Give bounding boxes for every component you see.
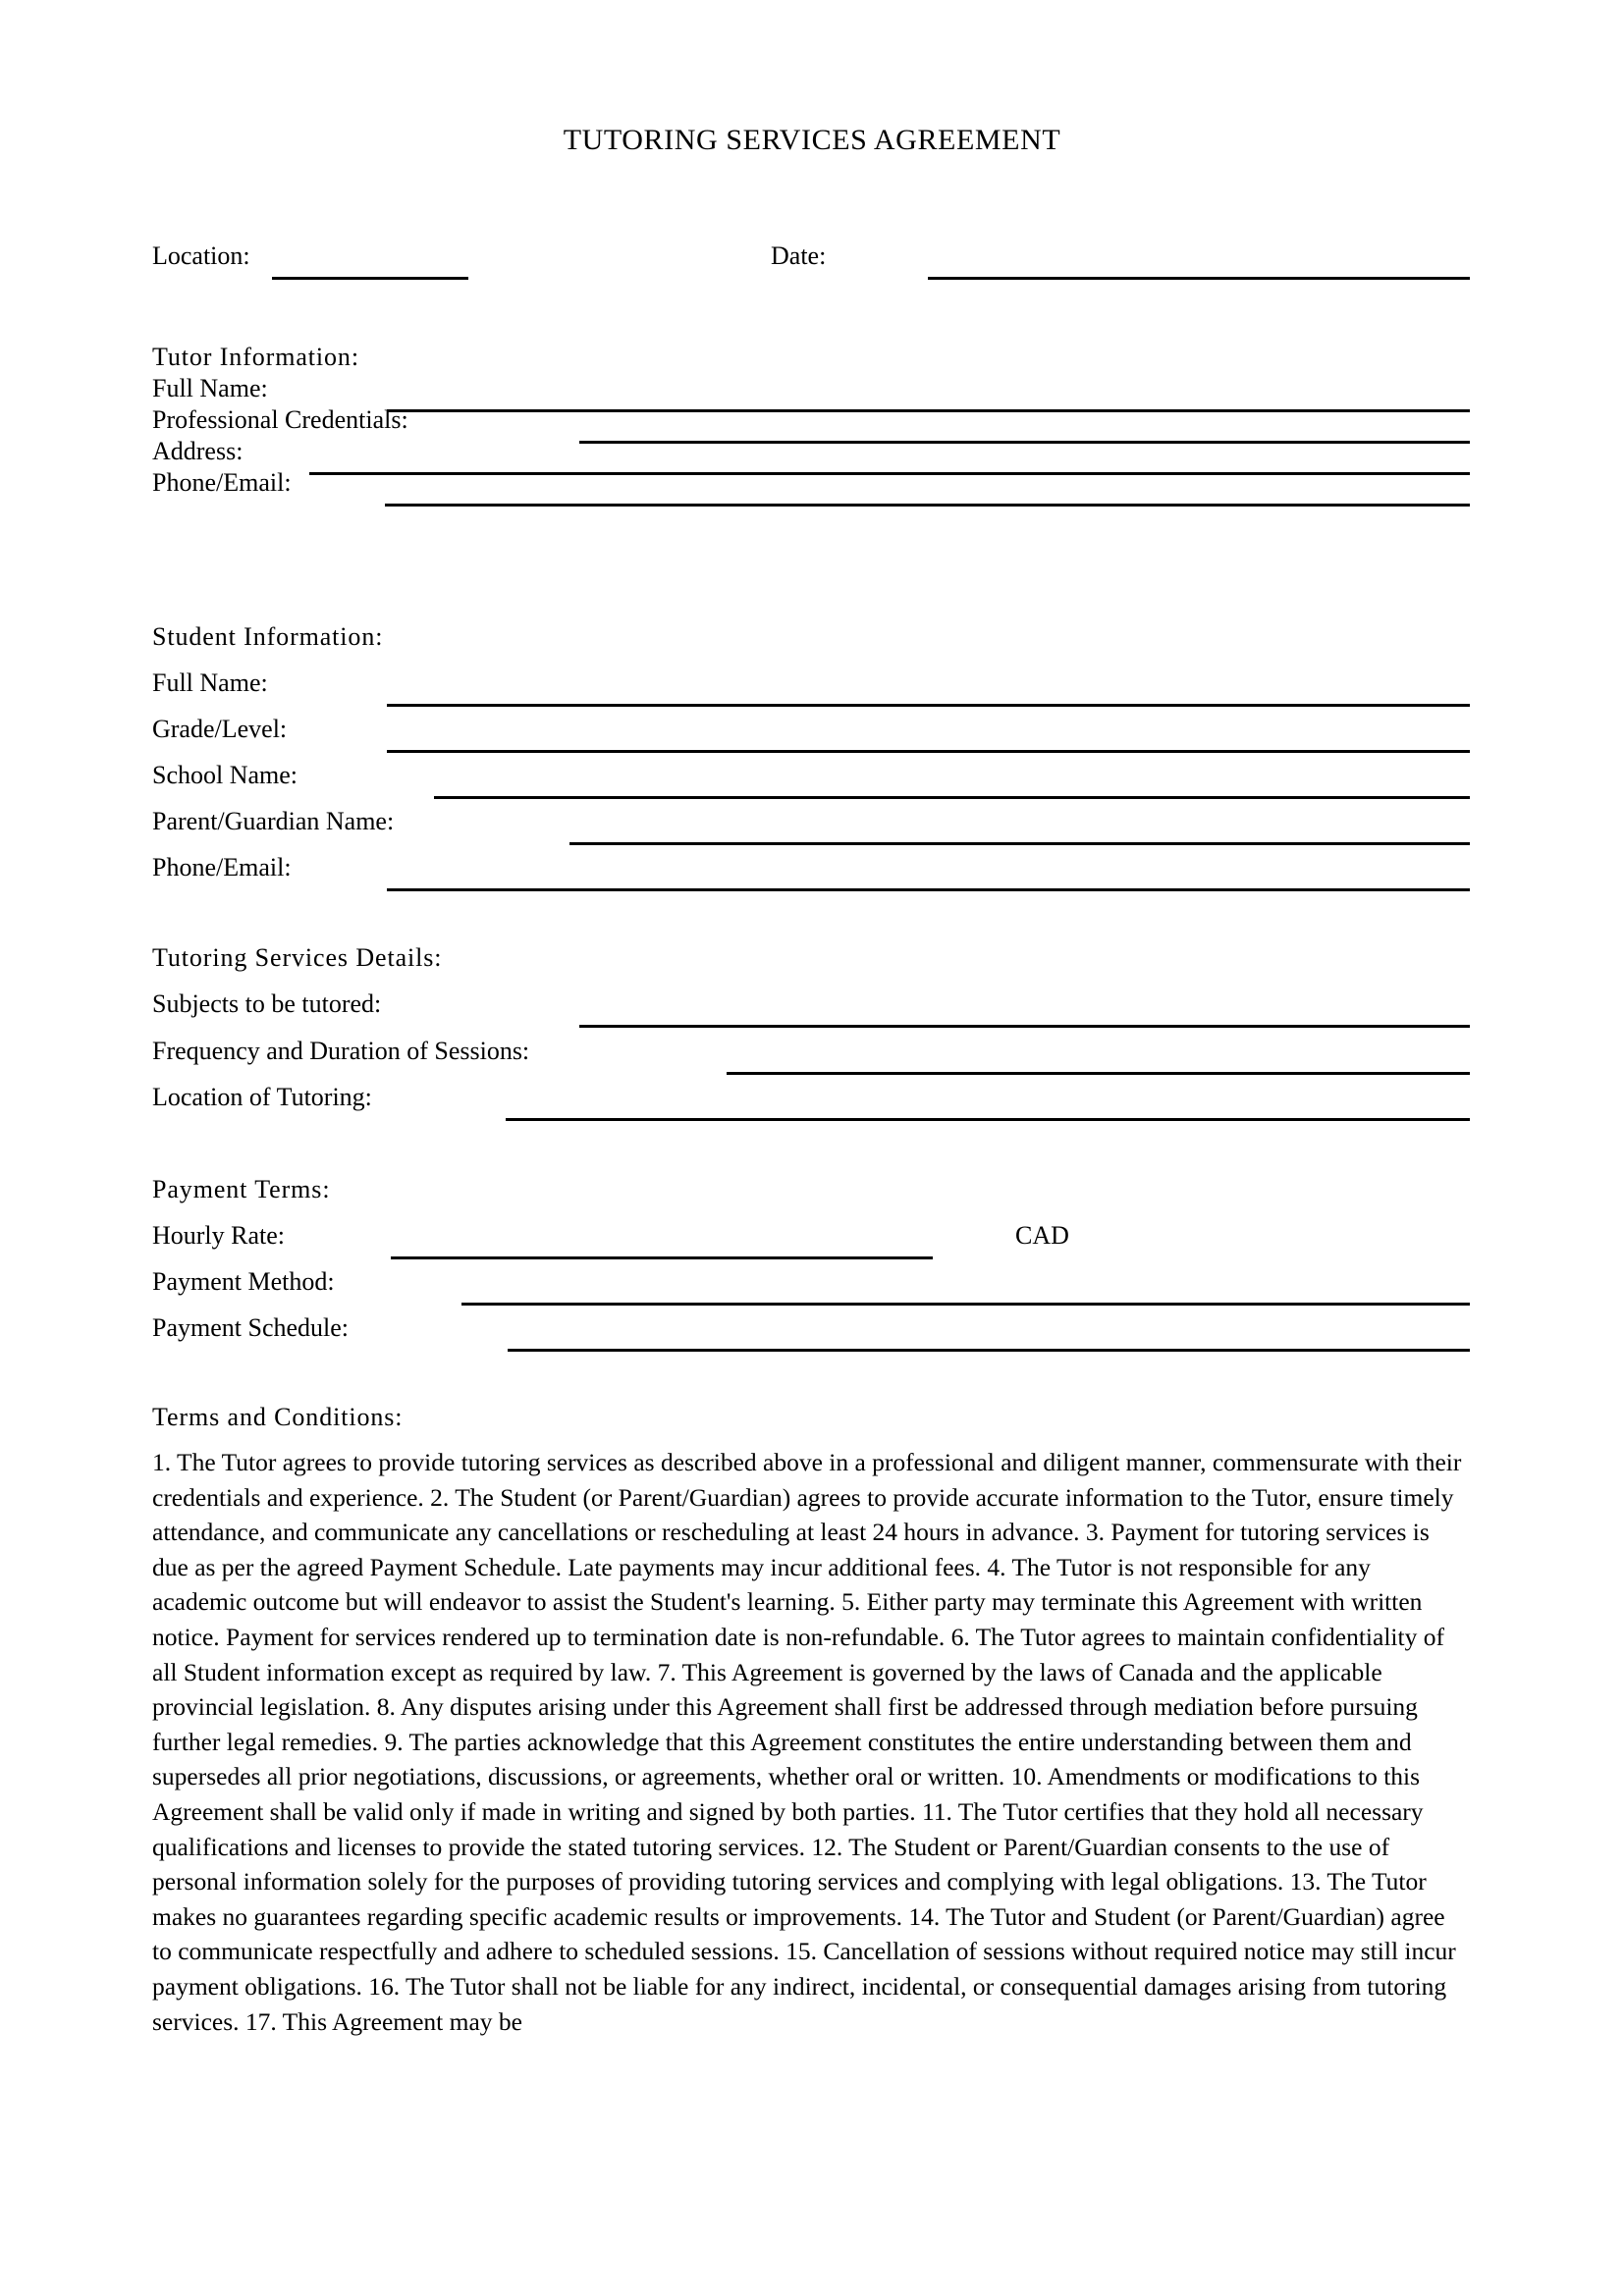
payment-method-input-line[interactable] [461,1303,1470,1306]
tutor-phone-email-label: Phone/Email: [152,468,292,497]
tutor-full-name-input-line[interactable] [387,409,1470,412]
tutor-section-heading: Tutor Information: [152,343,359,371]
student-section-heading: Student Information: [152,622,384,651]
payment-schedule-label: Payment Schedule: [152,1313,350,1342]
date-input-line[interactable] [928,277,1470,280]
student-grade-level-label: Grade/Level: [152,715,288,743]
tutor-full-name-label: Full Name: [152,374,268,402]
student-grade-level-input-line[interactable] [387,750,1470,753]
tutor-phone-email-input-line[interactable] [385,504,1470,507]
parent-guardian-name-label: Parent/Guardian Name: [152,807,395,835]
tutor-address-input-line[interactable] [309,472,1470,475]
hourly-rate-input-line[interactable] [391,1256,933,1259]
student-full-name-label: Full Name: [152,668,268,697]
payment-method-label: Payment Method: [152,1267,335,1296]
terms-and-conditions-body: 1. The Tutor agrees to provide tutoring services as described above in a professional and diligent manner, commensurate with their credentials and experience. 2. The Student (or Parent/Guardian) agrees to provide accurate information to the Tutor, ensure timely attendance, and communicate any cancellations or rescheduling at least 24 hours in advance. 3. Payment for tutoring services is due as per the agreed Payment Schedule. Late payments may incur additional fees. 4. The Tutor is not responsible for any academic outcome but will endeavor to assist the Student's learning. 5. Either party may terminate this Agreement with written notice. Payment for services rendered up to termination date is non-refundable. 6. The Tutor agrees to maintain confidentiality of all Student information except as required by law. 7. This Agreement is governed by the laws of Canada and the applicable provincial legislation. 8. Any disputes arising under this Agreement shall first be addressed through mediation before pursuing further legal remedies. 9. The parties acknowledge that this Agreement constitutes the entire understanding between them and supersedes all prior negotiations, discussions, or agreements, whether oral or written. 10. Amendments or modifications to this Agreement shall be valid only if made in writing and signed by both parties. 11. The Tutor certifies that they hold all necessary qualifications and licenses to provide the stated tutoring services. 12. The Student or Parent/Guardian consents to the use of personal information solely for the purposes of providing tutoring services and complying with legal obligations. 13. The Tutor makes no guarantees regarding specific academic results or improvements. 14. The Tutor and Student (or Parent/Guardian) agree to communicate respectfully and adhere to scheduled sessions. 15. Cancellation of sessions without required notice may still incur payment obligations. 16. The Tutor shall not be liable for any indirect, incidental, or consequential damages arising from tutoring services. 17. This Agreement may be [152,1448,1462,2036]
tutor-credentials-label: Professional Credentials: [152,405,408,434]
date-label: Date: [771,241,827,270]
hourly-rate-label: Hourly Rate: [152,1221,286,1250]
payment-section-heading: Payment Terms: [152,1175,331,1203]
student-full-name-input-line[interactable] [387,704,1470,707]
payment-schedule-input-line[interactable] [508,1349,1470,1352]
subjects-label: Subjects to be tutored: [152,989,382,1018]
student-school-name-input-line[interactable] [434,796,1470,799]
location-input-line[interactable] [272,277,468,280]
subjects-input-line[interactable] [579,1025,1470,1028]
frequency-duration-input-line[interactable] [727,1072,1470,1075]
student-phone-email-label: Phone/Email: [152,853,292,881]
student-school-name-label: School Name: [152,761,298,789]
location-of-tutoring-label: Location of Tutoring: [152,1083,372,1111]
frequency-duration-label: Frequency and Duration of Sessions: [152,1037,530,1065]
services-section-heading: Tutoring Services Details: [152,943,443,972]
tutor-address-label: Address: [152,437,244,465]
location-of-tutoring-input-line[interactable] [506,1118,1470,1121]
page-title: TUTORING SERVICES AGREEMENT [563,124,1061,156]
parent-guardian-name-input-line[interactable] [569,842,1470,845]
terms-section-heading: Terms and Conditions: [152,1403,404,1431]
student-phone-email-input-line[interactable] [387,888,1470,891]
tutor-credentials-input-line[interactable] [579,441,1470,444]
currency-label: CAD [1015,1221,1069,1250]
location-label: Location: [152,241,250,270]
